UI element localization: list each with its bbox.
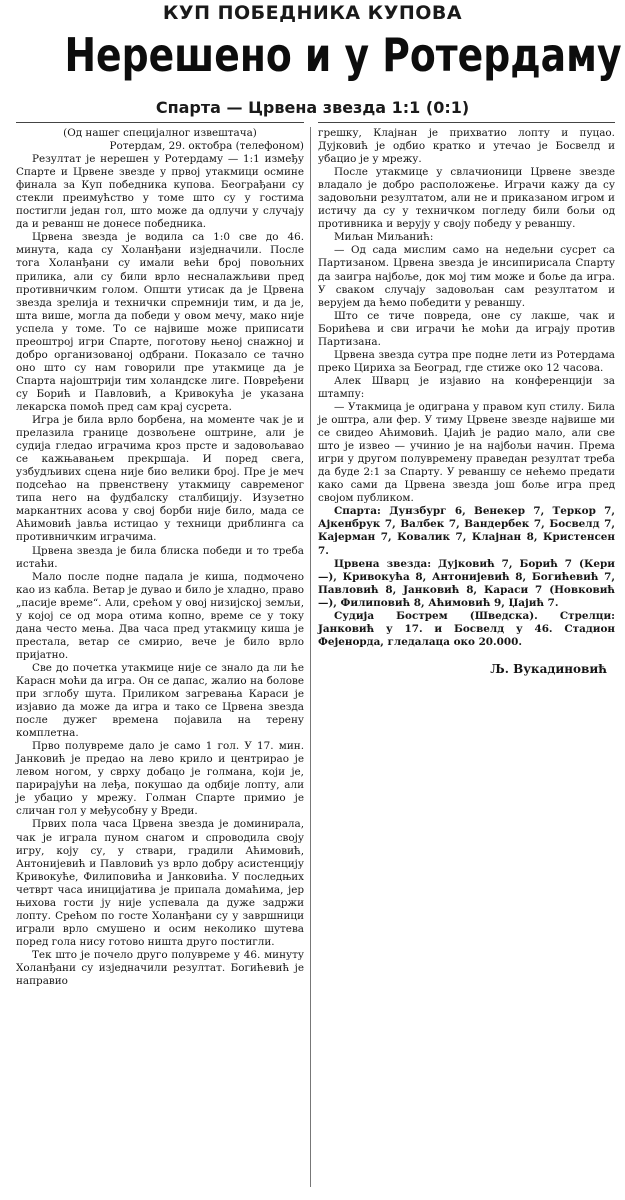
article-right-column [318, 127, 615, 676]
paragraph: Првих пола часа Црвена звезда је доминирала, чак је играла пуном снагом и спроводила своју игру, коју су, у ствари, градили Аћимовић, Антонијевић и Павловић уз врло добру асистенцију Кривокуће, Филиповића и Јанковића. У последњих четврт часа иницијатива је припала домаћима, јер њихова гости ју није успевала да дуже задржи лопту. Срећом по госте Холанђани су у завршници играли врло смушено и осим неколико шутева поред гола нису готово ништа друго постигли. [16, 818, 304, 948]
match-officials: Судија Бострем (Шведска). Стрелци: Јанковић у 17. и Босвелд у 46. Стадион Фејенорда, гледалаца око 20.000. [318, 609, 615, 648]
article-left-column [16, 127, 304, 988]
match-result-subheadline: Спарта — Црвена звезда 1:1 (0:1) [155, 98, 470, 117]
right-rule [318, 122, 615, 123]
paragraph: Алек Шварц је изјавио на конференцији за штампу: [318, 374, 615, 400]
paragraph: — Од сада мислим само на недељни сусрет са Партизаном. Црвена звезда је инсипирисала Спарту да заигра најбоље, док мој тим може и боље да игра. У сваком случају задовољан сам резултатом и верујем да ћемо победити у реваншу. [318, 244, 615, 309]
kicker: КУП ПОБЕДНИКА КУПОВА [162, 2, 463, 24]
left-rule [16, 122, 304, 123]
paragraph: Црвена звезда је била блиска победи и то треба истаћи. [16, 544, 304, 570]
dateline-place-date: Ротердам, 29. октобра (телефоном) [109, 140, 304, 153]
paragraph: Игра је била врло борбена, на моменте чак је и прелазила границе дозвољене оштрине, али је судија гледао играчима кроз прсте и задовољавао се кажњавањем прекршаја. И поред свега, узбудљивих сцена није био велики број. Пре је меч подсећао на првенствену утакмицу савременог типа него на фудбалску сталбицију. Изузетно маркантних асова у свој борби није било, мада се Аћимовић јавља истицао у техници дриблинга са противничким играчима. [16, 414, 304, 544]
dateline-source: (Од нашег специјалног извештача) [63, 127, 257, 139]
speaker-label: Миљан Миљанић: [334, 231, 434, 244]
crvena-zvezda-lineup: Црвена звезда: Дујковић 7, Борић 7 (Кери —), Кривокућа 8, Антонијевић 8, Богићевић 7, Павловић 8, Јанковић 8, Караси 7 (Новковић —), Филиповић 8, Аћимовић 9, Џајић 7. [318, 557, 615, 609]
paragraph: Све до почетка утакмице није се знало да ли ће Карасн моћи да игра. Он се дапас, жалио на болове при зглобу шута. Приликом загревања Караси је изјавио да може да игра и тако се Црвена звезда после дужег времена појавила на терену комплетна. [16, 661, 304, 740]
paragraph: Што се тиче повреда, оне су лакше, чак и Борићева и сви играчи ће моћи да играју против Партизана. [318, 309, 615, 348]
paragraph: Резултат је нерешен у Ротердаму — 1:1 између Спарте и Црвене звезде у првој утакмици осмине финала за Куп победника купова. Београђани су стекли преимућство у томе што су у гостима постигли један гол, што може да одлучи у случају да и реванш не донесе победника. [16, 153, 304, 231]
sparta-lineup: Спарта: Дунзбург 6, Венекер 7, Теркор 7, Ајкенбрук 7, Валбек 7, Вандербек 7, Босвелд 7, Кајерман 7, Ковалик 7, Клајнан 8, Кристенсен 7. [318, 505, 615, 557]
paragraph: После утакмице у свлачионици Црвене звезде владало је добро расположење. Играчи кажу да су задовољни резултатом, али не и приказаном игром и истичу да су у техничком погледу били бољи од противника и верују у своју победу у реваншу. [318, 166, 615, 231]
paragraph: Прво полувреме дало је само 1 гол. У 17. мин. Јанковић је предао на лево крило и центрирао је левом ногом, у сврху добацо је голмана, који је, парирајући на леђа, покушао да одбије лопту, али је убацио у мрежу. Голман Спарте примио је сличан гол у међусобну у Вреди. [16, 740, 304, 818]
paragraph: грешку, Клајнан је прихватио лопту и пуцао. Дујковић је одбио кратко и утечао је Босвелд и убацио је у мрежу. [318, 127, 615, 166]
paragraph: — Утакмица је одиграна у правом куп стилу. Била је оштра, али фер. У тиму Црвене звезде највише ми се свидео Аћимовић. Џајић је радио мало, али све што је извео — учинио је на најбољи начин. Према игри у другом полувремену праведан резултат треба да буде 2:1 за Спарту. У реваншу се нећемо предати како сами да Црвена звезда још боље игра пред својом публиком. [318, 400, 615, 505]
paragraph: Црвена звезда сутра пре подне лети из Ротердама преко Цириха за Београд, где стиже око 12 часова. [318, 348, 615, 374]
paragraph: Мало после подне падала је киша, подмочено као из кабла. Ветар је дувао и било је хладно, право „пасије време“. Али, срећом у овој низијској земљи, у којој се од мора отима копно, време се у току дана често мења. Два часа пред утакмицу киша је престала, ветар се смирио, вече је било врло пријатно. [16, 570, 304, 661]
column-divider [310, 127, 311, 1187]
paragraph: Црвена звезда је водила са 1:0 све до 46. минута, када су Холанђани изједначили. После тога Холанђани су имали већи број повољних прилика, али су били врло несналажљиви пред противничким голом. Општи утисак да је Црвена звезда зрелија и технички спремнији тим, и да је, шта више, могла да победи у овом мечу, мако није успела у томе. То се највише може приписати преоштрој игри Спарте, поготову њеној снажној и добро организованој одбрани. Показало се тачно оно што су нам говорили пре утакмице да је Спарта најоштрији тим холандске лиге. Повређени су Борић и Павловић, а Кривокућа је указана лекарска помоћ пред сам крај сусрета. [16, 231, 304, 413]
author-byline: Љ. Вукадиновић [490, 661, 607, 676]
headline: Нерешено и у Ротердаму [64, 28, 622, 82]
paragraph: Тек што је почело друго полувреме у 46. минуту Холанђани су изједначили резултат. Богићевић је направио [16, 948, 304, 988]
